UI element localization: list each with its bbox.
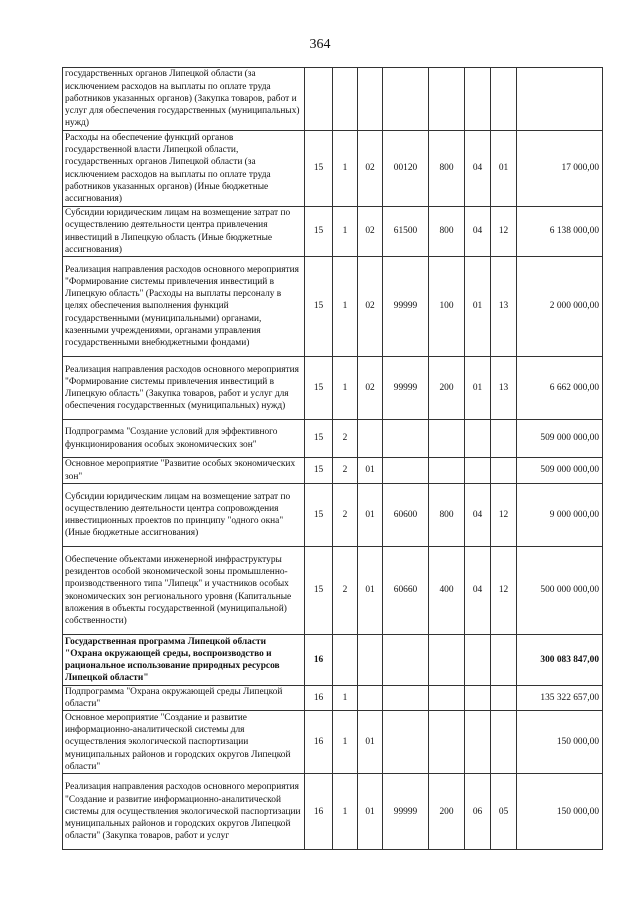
row-amount: 135 322 657,00 bbox=[517, 686, 603, 711]
col-7: 12 bbox=[491, 207, 517, 257]
row-amount: 150 000,00 bbox=[517, 774, 603, 850]
row-description: Субсидии юридическим лицам на возмещение затрат по осуществлению деятельности центра привлечения инвестиций в Липецкую область (Иные бюджетные ассигнования) bbox=[63, 207, 305, 257]
col-6: 01 bbox=[465, 357, 491, 420]
col-5: 200 bbox=[429, 357, 465, 420]
col-2: 1 bbox=[333, 207, 358, 257]
col-1: 15 bbox=[305, 257, 333, 357]
row-amount: 2 000 000,00 bbox=[517, 257, 603, 357]
col-1: 15 bbox=[305, 131, 333, 207]
col-3: 02 bbox=[358, 357, 383, 420]
col-1: 15 bbox=[305, 547, 333, 635]
col-3: 02 bbox=[358, 131, 383, 207]
row-amount: 6 662 000,00 bbox=[517, 357, 603, 420]
row-description: Подпрограмма "Охрана окружающей среды Липецкой области" bbox=[63, 686, 305, 711]
budget-table bbox=[62, 67, 603, 850]
row-description: Обеспечение объектами инженерной инфраструктуры резидентов особой экономической зоны промышленно-производственного типа "Липецк" и участников особых экономических зон регионального уровня (Капитальные вложения в объекты государственной (муниципальной) собственности) bbox=[63, 547, 305, 635]
table-row bbox=[63, 257, 603, 357]
col-7 bbox=[491, 711, 517, 774]
col-4 bbox=[383, 686, 429, 711]
table-row bbox=[63, 357, 603, 420]
col-5 bbox=[429, 711, 465, 774]
row-description: Расходы на обеспечение функций органов государственной власти Липецкой области, государственных органов Липецкой области (за исключением расходов на выплаты по оплате труда работников указанных органов) (Иные бюджетные ассигнования) bbox=[63, 131, 305, 207]
col-4 bbox=[383, 68, 429, 131]
col-1: 16 bbox=[305, 711, 333, 774]
col-6: 06 bbox=[465, 774, 491, 850]
col-1: 15 bbox=[305, 484, 333, 547]
row-description: Основное мероприятие "Развитие особых экономических зон" bbox=[63, 458, 305, 484]
col-1: 15 bbox=[305, 357, 333, 420]
col-6 bbox=[465, 458, 491, 484]
col-4 bbox=[383, 711, 429, 774]
col-3: 02 bbox=[358, 207, 383, 257]
row-amount bbox=[517, 68, 603, 131]
col-3: 01 bbox=[358, 711, 383, 774]
col-7: 12 bbox=[491, 547, 517, 635]
col-6: 04 bbox=[465, 484, 491, 547]
row-description: государственных органов Липецкой области (за исключением расходов на выплаты по оплате труда работников указанных органов) (Закупка товаров, работ и услуг для обеспечения государственных (муниципальных) нужд) bbox=[63, 68, 305, 131]
table-row bbox=[63, 774, 603, 850]
table-row bbox=[63, 131, 603, 207]
col-5: 800 bbox=[429, 207, 465, 257]
col-3: 01 bbox=[358, 547, 383, 635]
col-7: 13 bbox=[491, 257, 517, 357]
row-amount: 300 083 847,00 bbox=[517, 635, 603, 686]
col-1: 15 bbox=[305, 207, 333, 257]
row-amount: 500 000 000,00 bbox=[517, 547, 603, 635]
col-4: 99999 bbox=[383, 257, 429, 357]
table-row bbox=[63, 68, 603, 131]
col-5: 100 bbox=[429, 257, 465, 357]
col-7 bbox=[491, 420, 517, 458]
col-1: 16 bbox=[305, 774, 333, 850]
col-2: 1 bbox=[333, 357, 358, 420]
col-6: 04 bbox=[465, 131, 491, 207]
col-7: 13 bbox=[491, 357, 517, 420]
col-2: 2 bbox=[333, 484, 358, 547]
col-5: 200 bbox=[429, 774, 465, 850]
col-6: 01 bbox=[465, 257, 491, 357]
col-2: 2 bbox=[333, 547, 358, 635]
col-3: 02 bbox=[358, 257, 383, 357]
col-3 bbox=[358, 686, 383, 711]
table-row bbox=[63, 547, 603, 635]
col-5: 400 bbox=[429, 547, 465, 635]
col-2 bbox=[333, 635, 358, 686]
col-1: 15 bbox=[305, 458, 333, 484]
row-amount: 9 000 000,00 bbox=[517, 484, 603, 547]
table-row bbox=[63, 686, 603, 711]
page-number: 364 bbox=[309, 37, 331, 52]
col-7 bbox=[491, 686, 517, 711]
row-amount: 509 000 000,00 bbox=[517, 420, 603, 458]
col-3 bbox=[358, 420, 383, 458]
col-6: 04 bbox=[465, 547, 491, 635]
row-description: Реализация направления расходов основного мероприятия "Формирование системы привлечения инвестиций в Липецкую область" (Закупка товаров, работ и услуг для обеспечения государственных (муниципальных) нужд) bbox=[63, 357, 305, 420]
col-5 bbox=[429, 68, 465, 131]
col-4: 99999 bbox=[383, 774, 429, 850]
col-3: 01 bbox=[358, 458, 383, 484]
col-5: 800 bbox=[429, 484, 465, 547]
col-5: 800 bbox=[429, 131, 465, 207]
col-2 bbox=[333, 68, 358, 131]
row-description: Основное мероприятие "Создание и развитие информационно-аналитической системы для осуществления экологической паспортизации муниципальных районов и городских округов Липецкой области" bbox=[63, 711, 305, 774]
col-4: 00120 bbox=[383, 131, 429, 207]
table-row bbox=[63, 711, 603, 774]
row-description: Государственная программа Липецкой области "Охрана окружающей среды, воспроизводство и рациональное использование природных ресурсов Липецкой области" bbox=[63, 635, 305, 686]
row-description: Реализация направления расходов основного мероприятия "Создание и развитие информационно-аналитической системы для осуществления экологической паспортизации муниципальных районов и городских округов Липецкой области" (Закупка товаров, работ и услуг bbox=[63, 774, 305, 850]
col-7: 12 bbox=[491, 484, 517, 547]
col-4 bbox=[383, 635, 429, 686]
row-amount: 17 000,00 bbox=[517, 131, 603, 207]
col-6 bbox=[465, 420, 491, 458]
row-description: Реализация направления расходов основного мероприятия "Формирование системы привлечения инвестиций в Липецкую область" (Расходы на выплаты персоналу в целях обеспечения выполнения функций государственными (муниципальными) органами, казенными учреждениями, органами управления государственными внебюджетными фондами) bbox=[63, 257, 305, 357]
col-5 bbox=[429, 635, 465, 686]
row-description: Подпрограмма "Создание условий для эффективного функционирования особых экономических зон" bbox=[63, 420, 305, 458]
table-row bbox=[63, 420, 603, 458]
row-amount: 150 000,00 bbox=[517, 711, 603, 774]
col-2: 1 bbox=[333, 131, 358, 207]
col-7 bbox=[491, 458, 517, 484]
col-6 bbox=[465, 635, 491, 686]
table-row bbox=[63, 635, 603, 686]
col-3 bbox=[358, 68, 383, 131]
col-4: 99999 bbox=[383, 357, 429, 420]
col-5 bbox=[429, 686, 465, 711]
table-row bbox=[63, 484, 603, 547]
col-6 bbox=[465, 686, 491, 711]
col-7 bbox=[491, 68, 517, 131]
col-4 bbox=[383, 420, 429, 458]
col-4 bbox=[383, 458, 429, 484]
col-1 bbox=[305, 68, 333, 131]
col-3: 01 bbox=[358, 774, 383, 850]
col-6 bbox=[465, 711, 491, 774]
row-amount: 6 138 000,00 bbox=[517, 207, 603, 257]
col-7: 05 bbox=[491, 774, 517, 850]
col-2: 1 bbox=[333, 257, 358, 357]
row-description: Субсидии юридическим лицам на возмещение затрат по осуществлению деятельности центра сопровождения инвестиционных проектов по принципу "одного окна" (Иные бюджетные ассигнования) bbox=[63, 484, 305, 547]
col-1: 16 bbox=[305, 686, 333, 711]
col-4: 60600 bbox=[383, 484, 429, 547]
col-3 bbox=[358, 635, 383, 686]
col-2: 1 bbox=[333, 686, 358, 711]
col-7 bbox=[491, 635, 517, 686]
col-2: 1 bbox=[333, 711, 358, 774]
table-body bbox=[63, 68, 603, 850]
col-3: 01 bbox=[358, 484, 383, 547]
col-2: 2 bbox=[333, 420, 358, 458]
col-2: 2 bbox=[333, 458, 358, 484]
col-1: 16 bbox=[305, 635, 333, 686]
col-6: 04 bbox=[465, 207, 491, 257]
col-4: 60660 bbox=[383, 547, 429, 635]
col-4: 61500 bbox=[383, 207, 429, 257]
table-row bbox=[63, 458, 603, 484]
col-5 bbox=[429, 458, 465, 484]
col-7: 01 bbox=[491, 131, 517, 207]
col-1: 15 bbox=[305, 420, 333, 458]
table-row bbox=[63, 207, 603, 257]
row-amount: 509 000 000,00 bbox=[517, 458, 603, 484]
col-6 bbox=[465, 68, 491, 131]
col-5 bbox=[429, 420, 465, 458]
col-2: 1 bbox=[333, 774, 358, 850]
